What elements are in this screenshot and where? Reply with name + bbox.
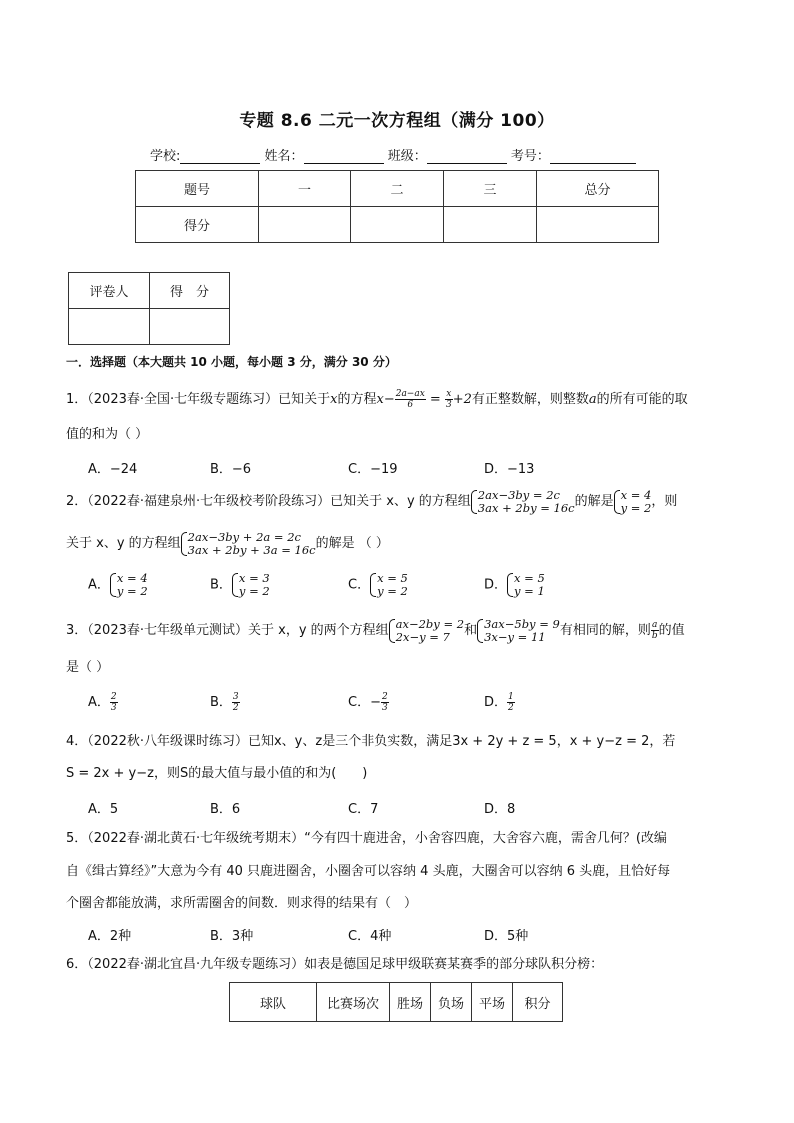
grader-table-header-row: [69, 273, 230, 309]
page-title: 专题 8.6 二元一次方程组（满分 100）: [239, 111, 555, 131]
option-a[interactable]: A． $\frac{2}{3}$: [88, 692, 117, 713]
score-table-header: 题号: [136, 171, 259, 207]
school-blank[interactable]: [180, 150, 260, 164]
grader-table: [68, 272, 230, 345]
name-label: 姓名：: [264, 149, 304, 164]
score-table-header: 二: [351, 171, 444, 207]
option-a[interactable]: A．2种: [88, 929, 132, 944]
class-label: 班级：: [387, 149, 427, 164]
option-c[interactable]: C．−19: [348, 462, 398, 477]
fraction: $\frac{a}{b}$: [651, 620, 658, 641]
student-info-line: [150, 145, 636, 164]
league-header: 积分: [513, 983, 563, 1022]
question-3-line-1: 3．（2023春·七年级单元测试）关于 x，y 的两个方程组 ax−2by = 2 2x−y = 7 和 3ax−5by = 9 3x−y = 11 有相同的解，则 $\frac{a}{b}$ 的值: [66, 616, 685, 644]
score-table: [135, 170, 659, 243]
question-4-line-1: 4．（2022秋·八年级课时练习）已知x、y、z是三个非负实数，满足3x + 2y + z = 5，x + y−z = 2，若: [66, 734, 676, 749]
score-row-label: 得分: [136, 207, 259, 243]
grader-table-row: [69, 309, 230, 345]
question-1-line-2: 值的和为（ ）: [66, 427, 149, 442]
grader-cell[interactable]: [150, 309, 230, 345]
option-b[interactable]: B．−6: [210, 462, 252, 477]
equation-system: ax−2by = 2 2x−y = 7: [389, 618, 464, 644]
league-header: 负场: [431, 983, 472, 1022]
option-a[interactable]: A．5: [88, 802, 119, 817]
score-cell[interactable]: [259, 207, 351, 243]
score-cell[interactable]: [444, 207, 537, 243]
fraction: $\frac{2a-ax}{6}$: [395, 389, 425, 410]
name-blank[interactable]: [304, 150, 384, 164]
option-b[interactable]: B． $\frac{3}{2}$: [210, 692, 239, 713]
league-header: 平场: [472, 983, 513, 1022]
grader-header: 得 分: [150, 273, 230, 309]
option-d[interactable]: D． x = 5 y = 1: [484, 571, 545, 598]
question-2-line-1: 2．（2022春·福建泉州·七年级校考阶段练习）已知关于 x、y 的方程组 2ax−3by = 2c 3ax + 2by = 16c 的解是 x = 4 y = 2 ，则: [66, 487, 678, 515]
class-blank[interactable]: [427, 150, 507, 164]
option-a[interactable]: A． x = 4 y = 2: [88, 571, 148, 598]
score-table-row: [136, 207, 659, 243]
question-6-line-1: 6．（2022春·湖北宜昌·九年级专题练习）如表是德国足球甲级联赛某赛季的部分球队积分榜：: [66, 957, 604, 972]
league-header: 球队: [230, 983, 317, 1022]
exam-no-label: 考号：: [510, 149, 550, 164]
option-b[interactable]: B．6: [210, 802, 241, 817]
option-b[interactable]: B． x = 3 y = 2: [210, 571, 270, 598]
grader-header: 评卷人: [69, 273, 150, 309]
equation-system: 2ax−3by + 2a = 2c 3ax + 2by + 3a = 16c: [181, 531, 316, 557]
equation-system: 2ax−3by = 2c 3ax + 2by = 16c: [471, 489, 575, 515]
option-c[interactable]: C．− $\frac{2}{3}$: [348, 692, 388, 713]
score-table-header: 总分: [537, 171, 659, 207]
option-d[interactable]: D．8: [484, 802, 516, 817]
option-c[interactable]: C．4种: [348, 929, 392, 944]
grader-cell[interactable]: [69, 309, 150, 345]
score-table-header: 三: [444, 171, 537, 207]
section-heading: 一．选择题（本大题共 10 小题，每小题 3 分，满分 30 分）: [66, 355, 397, 369]
option-d[interactable]: D．5种: [484, 929, 529, 944]
equation-system: 3ax−5by = 9 3x−y = 11: [477, 618, 560, 644]
score-cell[interactable]: [537, 207, 659, 243]
option-c[interactable]: C． x = 5 y = 2: [348, 571, 408, 598]
option-d[interactable]: D．−13: [484, 462, 535, 477]
score-table-header-row: [136, 171, 659, 207]
score-table-header: 一: [259, 171, 351, 207]
league-header: 比赛场次: [317, 983, 390, 1022]
question-5-line-2: 自《缉古算经》”大意为今有 40 只鹿进圈舍，小圈舍可以容纳 4 头鹿，大圈舍可以容纳 6 头鹿，且恰好每: [66, 864, 671, 879]
question-5-line-1: 5．（2022春·湖北黄石·七年级统考期末）“今有四十鹿进舍，小舍容四鹿，大舍容六鹿，需舍几何？(改编: [66, 831, 667, 846]
option-a[interactable]: A．−24: [88, 462, 138, 477]
solution-system: x = 4 y = 2: [614, 489, 652, 515]
option-b[interactable]: B．3种: [210, 929, 254, 944]
question-4-line-2: S = 2x + y−z，则S的最大值与最小值的和为( ): [66, 766, 368, 781]
league-table-header-row: [230, 983, 563, 1022]
league-header: 胜场: [390, 983, 431, 1022]
fraction: $\frac{x}{3}$: [445, 389, 452, 410]
school-label: 学校:: [150, 149, 181, 164]
option-d[interactable]: D． $\frac{1}{2}$: [484, 692, 514, 713]
league-table: [229, 982, 563, 1022]
question-2-line-2: 关于 x、y 的方程组 2ax−3by + 2a = 2c 3ax + 2by + 3a = 16c 的解是 （ ）: [66, 529, 389, 557]
option-c[interactable]: C．7: [348, 802, 379, 817]
question-3-line-2: 是（ ）: [66, 660, 110, 675]
question-5-line-3: 个圈舍都能放满，求所需圈舍的间数．则求得的结果有（ ）: [66, 896, 418, 911]
question-1-line-1: 1．（2023春·全国·七年级专题练习）已知关于x的方程x− $\frac{2a-ax}{6}$ = $\frac{x}{3}$ +2有正整数解，则整数a的所有可能的取: [66, 389, 688, 410]
exam-no-blank[interactable]: [550, 150, 636, 164]
score-cell[interactable]: [351, 207, 444, 243]
